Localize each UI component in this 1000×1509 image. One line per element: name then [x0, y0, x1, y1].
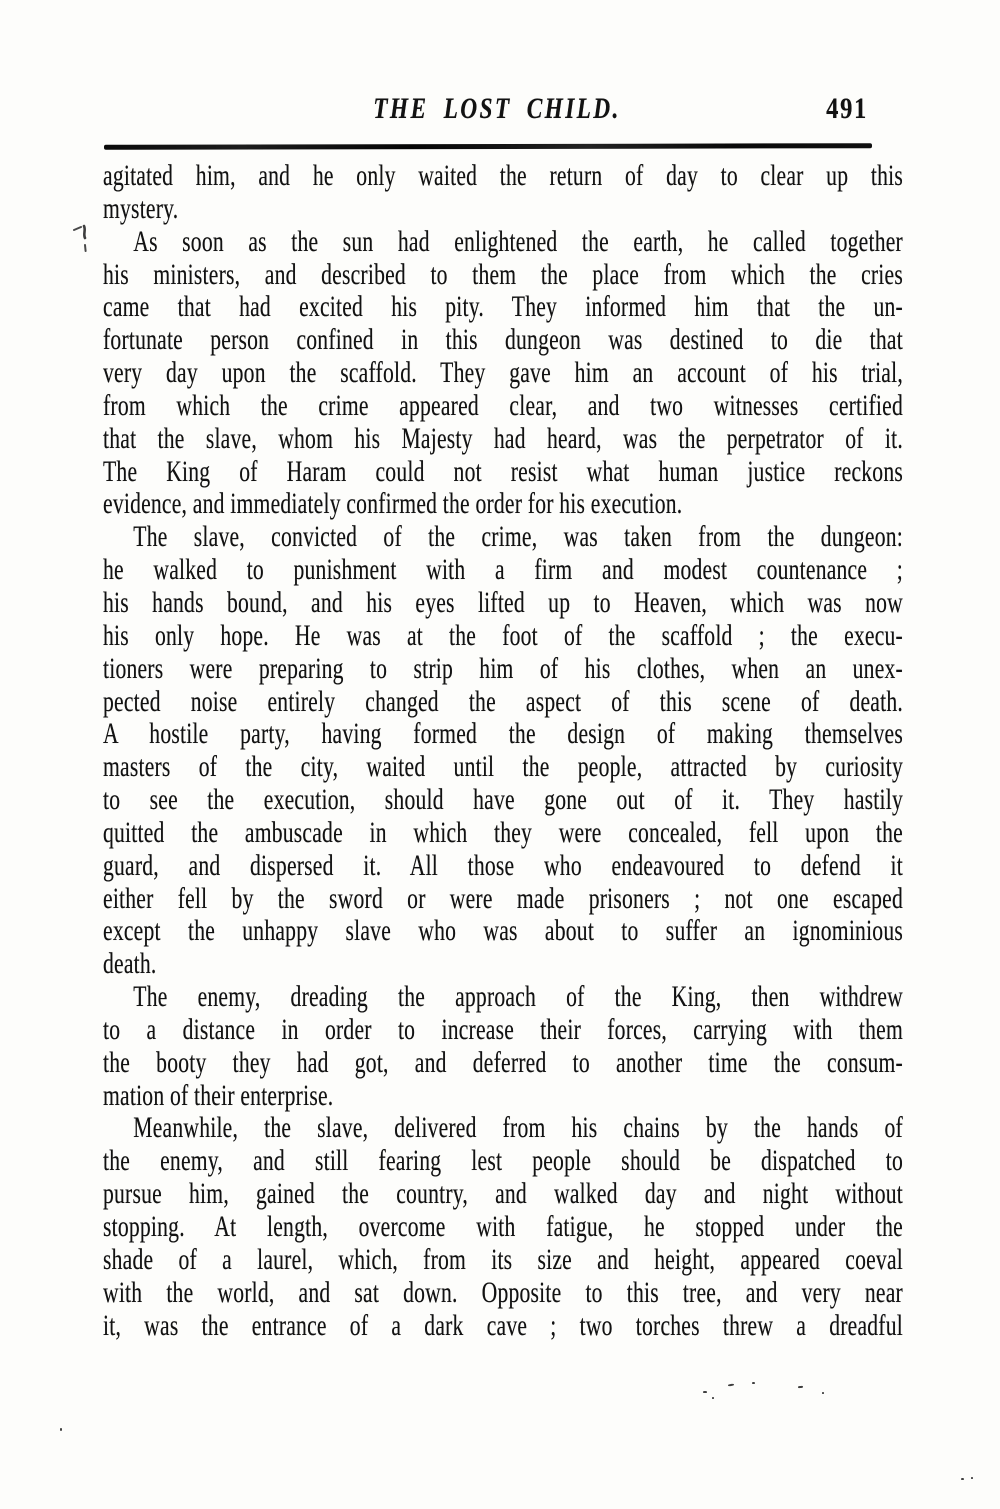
page-header [0, 88, 1000, 130]
text-line: Meanwhile, the slave, delivered from his chains by the hands of [133, 1111, 903, 1145]
scan-speck [798, 1386, 803, 1389]
text-line: tioners were preparing to strip him of his clothes, when an unex- [103, 651, 903, 685]
text-line: As soon as the sun had enlightened the earth, he called together [133, 224, 903, 258]
scan-speck [752, 1382, 755, 1384]
text-line: the booty they had got, and deferred to another time the consum- [103, 1045, 903, 1079]
text-line: The King of Haram could not resist what human justice reckons [103, 454, 903, 488]
text-line: The enemy, dreading the approach of the King, then withdrew [133, 980, 903, 1014]
text-line: he walked to punishment with a firm and modest countenance ; [103, 553, 903, 587]
paragraph [103, 521, 915, 981]
page-number: 491 [826, 92, 868, 125]
text-line: either fell by the sword or were made prisoners ; not one escaped [103, 881, 903, 915]
text-line: quitted the ambuscade in which they were concealed, fell upon the [103, 815, 903, 849]
text-line: agitated him, and he only waited the return of day to clear up this [103, 159, 903, 192]
scan-speck [703, 1391, 707, 1393]
text-line: that the slave, whom his Majesty had heard, was the perpetrator of it. [103, 421, 903, 455]
text-line: death. [103, 947, 157, 981]
page-body [103, 160, 915, 1342]
text-line: pursue him, gained the country, and walked day and night without [103, 1177, 903, 1211]
text-line: from which the crime appeared clear, and two witnesses certified [103, 388, 903, 422]
text-line: mation of their enterprise. [103, 1078, 334, 1112]
text-line: pected noise entirely changed the aspect of this scene of death. [103, 684, 903, 718]
text-line: came that had excited his pity. They informed him that the un- [103, 290, 903, 324]
text-line: very day upon the scaffold. They gave him an account of his trial, [103, 356, 903, 390]
text-line: masters of the city, waited until the people, attracted by curiosity [103, 750, 903, 784]
text-line: fortunate person confined in this dungeon was destined to die that [103, 323, 903, 357]
text-line: guard, and dispersed it. All those who endeavoured to defend it [103, 848, 903, 882]
scan-speck [60, 1428, 62, 1431]
scan-speck [712, 1397, 714, 1399]
text-line: A hostile party, having formed the design of making themselves [103, 717, 903, 751]
paragraph [103, 1112, 915, 1342]
text-line: the enemy, and still fearing lest people should be dispatched to [103, 1144, 903, 1178]
text-line: to see the execution, should have gone out of it. They hastily [103, 783, 903, 817]
scan-speck [971, 1477, 973, 1479]
margin-ink-mark [72, 218, 98, 258]
text-line: to a distance in order to increase their forces, carrying with them [103, 1012, 903, 1046]
text-line: his only hope. He was at the foot of the scaffold ; the execu- [103, 618, 903, 652]
text-line: with the world, and sat down. Opposite to this tree, and very near [103, 1275, 903, 1309]
text-line: except the unhappy slave who was about to suffer an ignominious [103, 914, 903, 948]
paragraph [103, 160, 915, 226]
text-line: The slave, convicted of the crime, was taken from the dungeon: [133, 520, 903, 554]
text-line: his ministers, and described to them the place from which the cries [103, 257, 903, 291]
header-rule [104, 143, 872, 150]
scan-speck [728, 1384, 734, 1387]
text-line: mystery. [103, 191, 179, 225]
paragraph [103, 226, 915, 522]
text-line: his hands bound, and his eyes lifted up to Heaven, which was now [103, 585, 903, 619]
text-line: shade of a laurel, which, from its size and height, appeared coeval [103, 1242, 903, 1276]
running-title: THE LOST CHILD. [373, 92, 621, 125]
paragraph [103, 981, 915, 1112]
scan-speck [822, 1392, 824, 1394]
text-line: evidence, and immediately confirmed the order for his execution. [103, 487, 683, 521]
text-line: stopping. At length, overcome with fatigue, he stopped under the [103, 1210, 903, 1243]
text-line: it, was the entrance of a dark cave ; two torches threw a dreadful [103, 1308, 903, 1342]
scan-speck [961, 1478, 964, 1480]
